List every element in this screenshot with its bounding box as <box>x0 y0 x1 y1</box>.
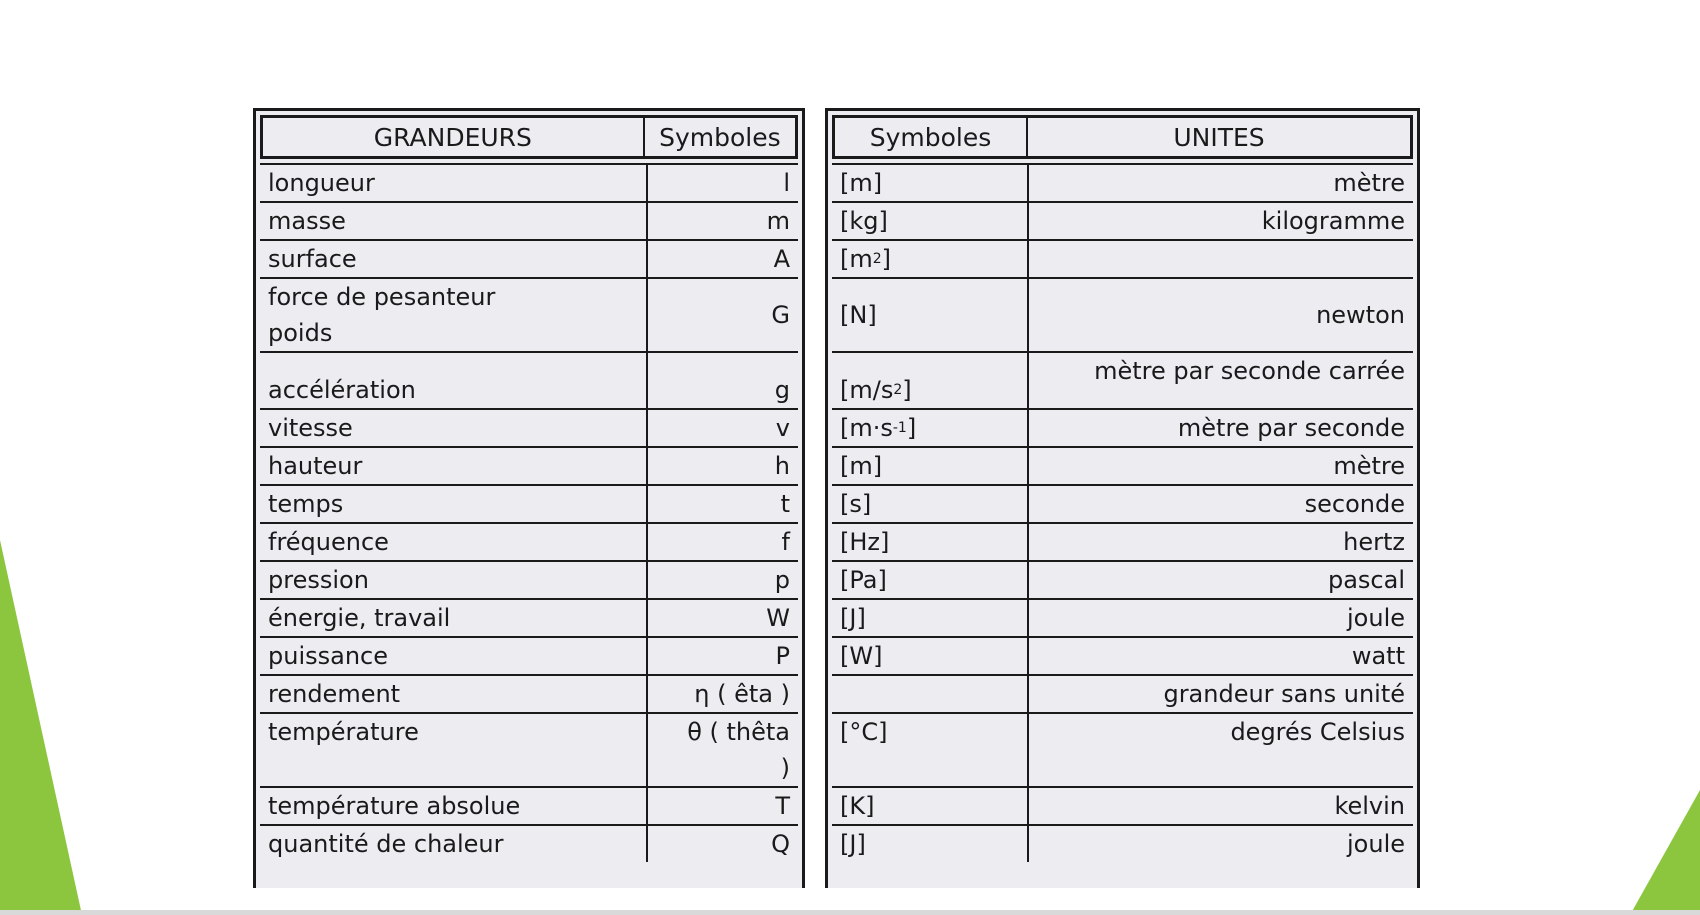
unit-name-cell: joule <box>1027 826 1413 862</box>
symbol-cell: P <box>646 638 798 674</box>
quantity-cell: fréquence <box>268 528 389 556</box>
symbol-cell: G <box>646 279 798 351</box>
table-row <box>832 446 1413 484</box>
quantity-cell: énergie, travail <box>268 604 451 632</box>
table-row <box>832 163 1413 201</box>
unit-name-cell: kilogramme <box>1027 203 1413 239</box>
symbol-end: ] <box>902 376 912 404</box>
unit-name-cell: seconde <box>1027 486 1413 522</box>
table-row <box>832 786 1413 824</box>
quantity-cell: température <box>268 718 419 746</box>
table-row <box>260 446 798 484</box>
quantity-cell: surface <box>268 245 357 273</box>
header-symboles-left: Symboles <box>643 118 795 156</box>
footer-divider <box>0 910 1700 915</box>
unit-name-cell: degrés Celsius <box>1027 714 1413 786</box>
symbol-cell: l <box>646 165 798 201</box>
table-row <box>260 560 798 598</box>
unit-symbol-cell: [Hz] <box>840 528 890 556</box>
quantity-cell <box>260 279 646 351</box>
quantity-cell: pression <box>268 566 369 594</box>
quantity-cell: vitesse <box>268 414 353 442</box>
units-table <box>825 108 1420 888</box>
table-row <box>832 560 1413 598</box>
symbol-base: [m·s <box>840 414 893 442</box>
unit-name-cell: pascal <box>1027 562 1413 598</box>
symbol-cell: m <box>646 203 798 239</box>
right-green-triangle <box>1630 790 1700 915</box>
table-row <box>260 351 798 408</box>
unit-symbol-cell: [m] <box>840 169 883 197</box>
quantities-table-header <box>260 115 798 159</box>
left-green-triangle <box>0 540 90 915</box>
quantities-rows <box>260 163 798 862</box>
unit-symbol-cell: [Pa] <box>840 566 887 594</box>
header-symboles-right: Symboles <box>869 122 992 152</box>
header-grandeurs: GRANDEURS <box>373 122 532 152</box>
unit-name-cell <box>1027 241 1413 277</box>
unit-name-cell: mètre par seconde <box>1027 410 1413 446</box>
table-row <box>832 408 1413 446</box>
unit-name-cell: hertz <box>1027 524 1413 560</box>
symbol-base: [m <box>840 245 873 273</box>
unit-symbol-cell: [J] <box>840 604 866 632</box>
table-row <box>832 636 1413 674</box>
unit-symbol-cell <box>832 241 1027 277</box>
table-row <box>260 522 798 560</box>
unit-name-cell: watt <box>1027 638 1413 674</box>
table-row <box>832 239 1413 277</box>
quantity-cell: accélération <box>268 376 416 404</box>
table-row <box>260 824 798 862</box>
symbol-cell: t <box>646 486 798 522</box>
quantity-cell: longueur <box>268 169 375 197</box>
unit-name-cell: grandeur sans unité <box>1027 676 1413 712</box>
unit-symbol-cell: [K] <box>840 792 875 820</box>
table-row <box>832 522 1413 560</box>
table-row <box>260 239 798 277</box>
symbol-cell: h <box>646 448 798 484</box>
table-row <box>832 277 1413 351</box>
unit-symbol-cell: [kg] <box>840 207 888 235</box>
symbol-cell: T <box>646 788 798 824</box>
table-row <box>832 824 1413 862</box>
symbol-cell: p <box>646 562 798 598</box>
quantity-line-2: poids <box>268 319 333 347</box>
table-row <box>260 786 798 824</box>
quantity-cell: quantité de chaleur <box>268 830 504 858</box>
unit-symbol-cell <box>832 676 1027 712</box>
unit-name-cell: mètre <box>1027 165 1413 201</box>
quantity-cell: puissance <box>268 642 388 670</box>
unit-symbol-cell: [s] <box>840 490 872 518</box>
unit-name-cell: mètre par seconde carrée <box>1027 353 1413 408</box>
quantity-cell: hauteur <box>268 452 363 480</box>
table-row <box>832 674 1413 712</box>
symbol-cell: f <box>646 524 798 560</box>
table-row <box>260 163 798 201</box>
table-row <box>260 712 798 786</box>
table-row <box>260 201 798 239</box>
quantity-cell: masse <box>268 207 346 235</box>
table-row <box>832 484 1413 522</box>
table-row <box>260 636 798 674</box>
symbol-cell: η ( êta ) <box>646 676 798 712</box>
unit-symbol-cell: [°C] <box>840 718 888 746</box>
unit-name-cell: joule <box>1027 600 1413 636</box>
symbol-cell: W <box>646 600 798 636</box>
unit-symbol-cell: [W] <box>840 642 883 670</box>
symbol-exponent: -1 <box>892 420 907 436</box>
table-row <box>260 484 798 522</box>
symbol-line-2: ) <box>780 754 790 782</box>
quantity-cell: rendement <box>268 680 401 708</box>
table-row <box>832 598 1413 636</box>
quantity-line-1: force de pesanteur <box>268 283 496 311</box>
quantity-cell: temps <box>268 490 344 518</box>
unit-symbol-cell <box>832 410 1027 446</box>
symbol-cell: g <box>646 353 798 408</box>
symbol-cell: Q <box>646 826 798 862</box>
unit-symbol-cell: [N] <box>840 301 877 329</box>
quantities-table <box>253 108 805 888</box>
table-row <box>260 674 798 712</box>
symbol-end: ] <box>881 245 892 273</box>
symbol-base: [m/s <box>840 376 894 404</box>
unit-symbol-cell: [m] <box>840 452 883 480</box>
table-row <box>260 408 798 446</box>
table-row <box>832 201 1413 239</box>
symbol-exponent: 2 <box>893 382 903 398</box>
quantity-cell: température absolue <box>268 792 521 820</box>
units-table-header <box>832 115 1413 159</box>
symbol-line-1: θ ( thêta <box>687 718 790 746</box>
unit-name-cell: mètre <box>1027 448 1413 484</box>
table-row <box>832 712 1413 786</box>
symbol-exponent: 2 <box>872 251 882 267</box>
symbol-cell: A <box>646 241 798 277</box>
units-rows <box>832 163 1413 862</box>
symbol-end: ] <box>906 414 917 442</box>
symbol-cell: v <box>646 410 798 446</box>
table-row <box>260 598 798 636</box>
unit-name-cell: newton <box>1027 279 1413 351</box>
header-unites: UNITES <box>1026 118 1410 156</box>
unit-symbol-cell: [J] <box>840 830 866 858</box>
symbol-cell <box>646 714 798 786</box>
unit-symbol-cell <box>832 353 1027 408</box>
table-row <box>260 277 798 351</box>
unit-name-cell: kelvin <box>1027 788 1413 824</box>
table-row <box>832 351 1413 408</box>
